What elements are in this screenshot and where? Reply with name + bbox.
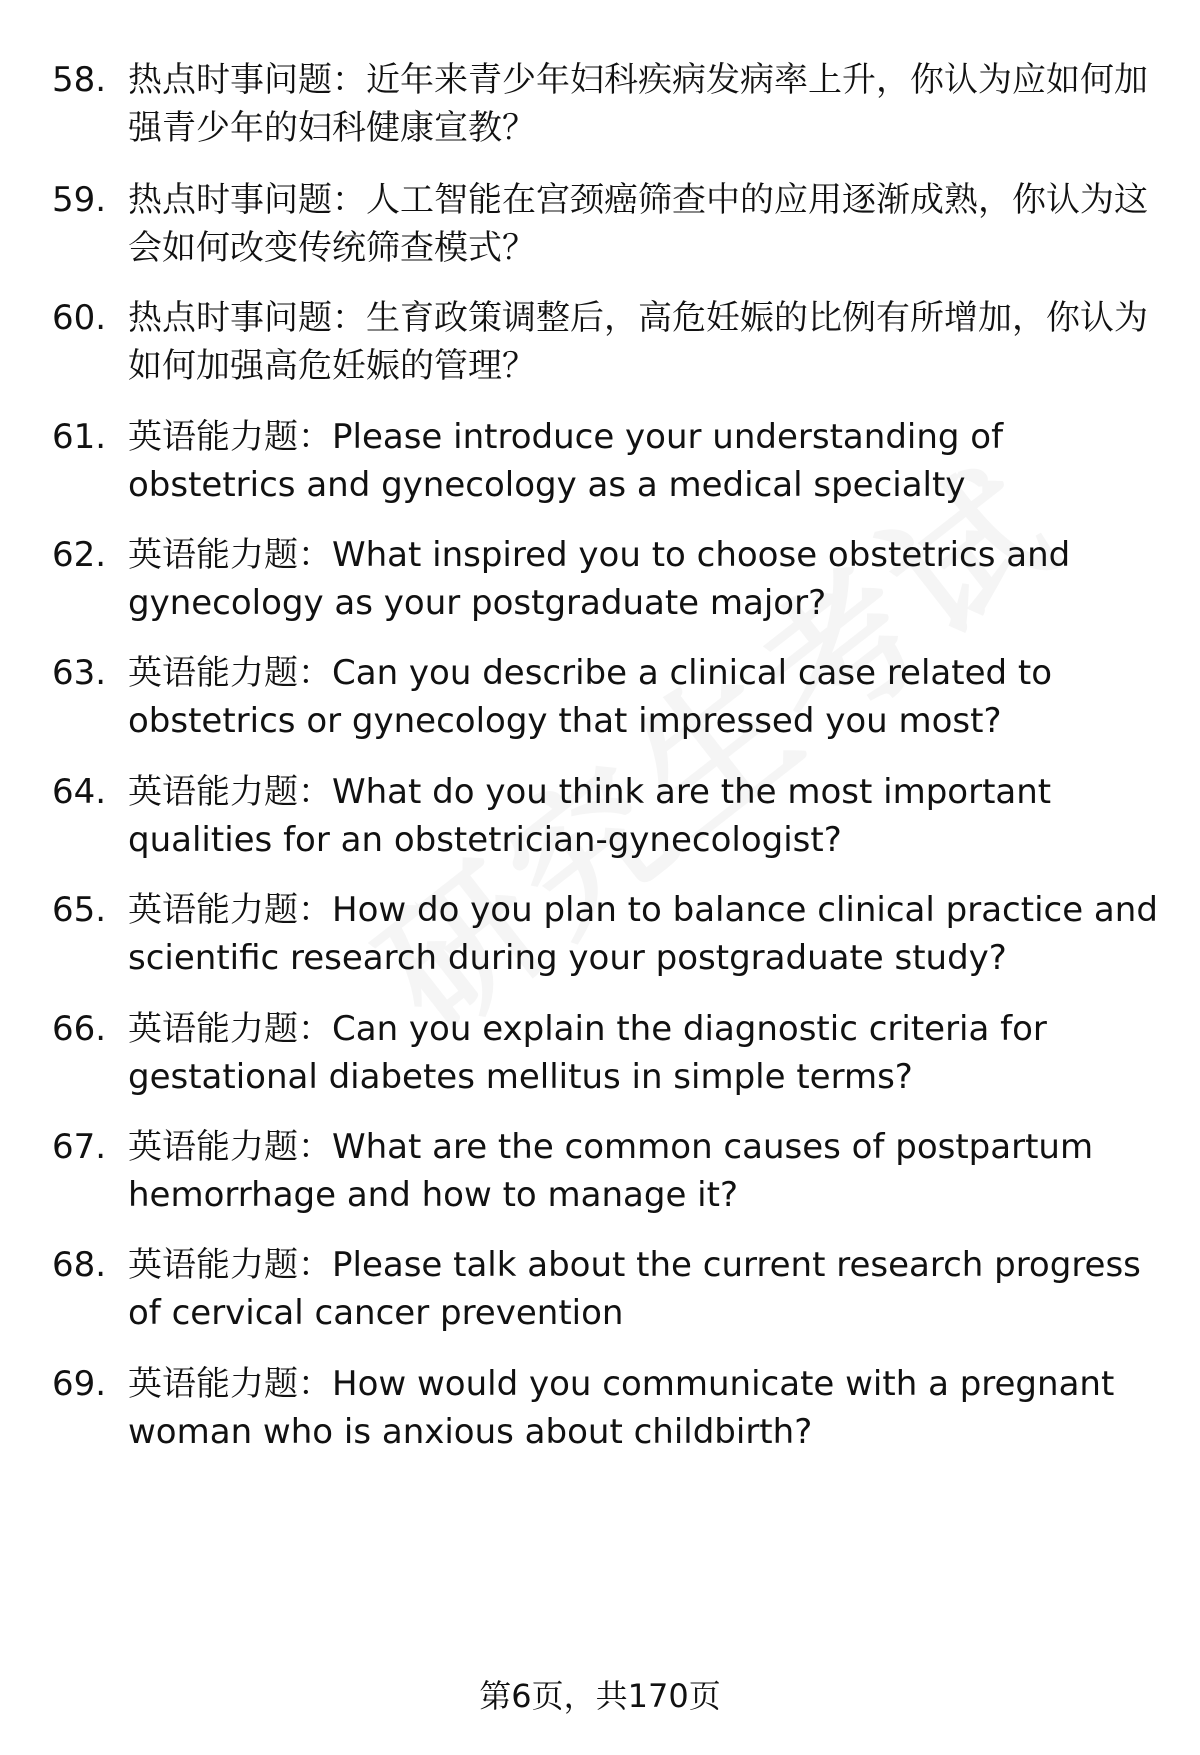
question-number: 58. bbox=[52, 60, 107, 100]
question-number: 66. bbox=[52, 1009, 107, 1049]
question-body bbox=[128, 886, 1158, 982]
question-item bbox=[0, 1241, 1200, 1351]
question-category: 热点时事问题： bbox=[128, 60, 366, 100]
question-body bbox=[128, 768, 1158, 864]
question-item bbox=[0, 1005, 1200, 1115]
question-text: Please talk about the current research progress of cervical cancer prevention bbox=[128, 1245, 1141, 1333]
question-item bbox=[0, 886, 1200, 996]
question-number: 59. bbox=[52, 180, 107, 220]
page-number-footer: 第6页，共170页 bbox=[479, 1677, 721, 1715]
question-category: 英语能力题： bbox=[128, 1127, 332, 1167]
question-text: Can you describe a clinical case related to obstetrics or gynecology that impressed you most? bbox=[128, 653, 1053, 741]
question-item bbox=[0, 768, 1200, 878]
question-text: Please introduce your understanding of obstetrics and gynecology as a medical specialty bbox=[128, 417, 1004, 505]
question-text: 近年来青少年妇科疾病发病率上升，你认为应如何加强青少年的妇科健康宣教？ bbox=[128, 60, 1148, 148]
question-category: 英语能力题： bbox=[128, 535, 332, 575]
question-item bbox=[0, 294, 1200, 404]
question-category: 英语能力题： bbox=[128, 417, 332, 457]
question-body bbox=[128, 56, 1158, 152]
question-text: Can you explain the diagnostic criteria for gestational diabetes mellitus in simple terms? bbox=[128, 1009, 1047, 1097]
question-text: What are the common causes of postpartum hemorrhage and how to manage it? bbox=[128, 1127, 1094, 1215]
question-category: 英语能力题： bbox=[128, 772, 332, 812]
question-text: How do you plan to balance clinical practice and scientific research during your postgraduate study? bbox=[128, 890, 1158, 978]
question-body bbox=[128, 1241, 1158, 1337]
question-body bbox=[128, 294, 1158, 390]
question-number: 68. bbox=[52, 1245, 107, 1285]
question-category: 英语能力题： bbox=[128, 1364, 332, 1404]
question-number: 62. bbox=[52, 535, 107, 575]
question-item bbox=[0, 531, 1200, 641]
question-item bbox=[0, 56, 1200, 166]
question-category: 英语能力题： bbox=[128, 1245, 332, 1285]
question-number: 69. bbox=[52, 1364, 107, 1404]
question-body bbox=[128, 531, 1158, 627]
question-item bbox=[0, 1123, 1200, 1233]
question-text: 生育政策调整后，高危妊娠的比例有所增加，你认为如何加强高危妊娠的管理？ bbox=[128, 298, 1148, 386]
question-number: 61. bbox=[52, 417, 107, 457]
question-number: 67. bbox=[52, 1127, 107, 1167]
question-category: 英语能力题： bbox=[128, 653, 332, 693]
question-number: 60. bbox=[52, 298, 107, 338]
question-text: How would you communicate with a pregnant woman who is anxious about childbirth? bbox=[128, 1364, 1115, 1452]
question-category: 英语能力题： bbox=[128, 890, 332, 930]
question-number: 65. bbox=[52, 890, 107, 930]
question-item bbox=[0, 413, 1200, 523]
question-number: 64. bbox=[52, 772, 107, 812]
question-text: What inspired you to choose obstetrics and gynecology as your postgraduate major? bbox=[128, 535, 1071, 623]
question-body bbox=[128, 649, 1158, 745]
question-number: 63. bbox=[52, 653, 107, 693]
question-item bbox=[0, 176, 1200, 286]
question-body bbox=[128, 176, 1158, 272]
question-category: 热点时事问题： bbox=[128, 298, 366, 338]
question-body bbox=[128, 1123, 1158, 1219]
question-body bbox=[128, 1360, 1158, 1456]
question-category: 英语能力题： bbox=[128, 1009, 332, 1049]
question-item bbox=[0, 1360, 1200, 1470]
question-body bbox=[128, 413, 1158, 509]
question-text: 人工智能在宫颈癌筛查中的应用逐渐成熟，你认为这会如何改变传统筛查模式？ bbox=[128, 180, 1148, 268]
question-category: 热点时事问题： bbox=[128, 180, 366, 220]
question-item bbox=[0, 649, 1200, 759]
question-body bbox=[128, 1005, 1158, 1101]
question-text: What do you think are the most important qualities for an obstetrician-gynecologist? bbox=[128, 772, 1052, 860]
